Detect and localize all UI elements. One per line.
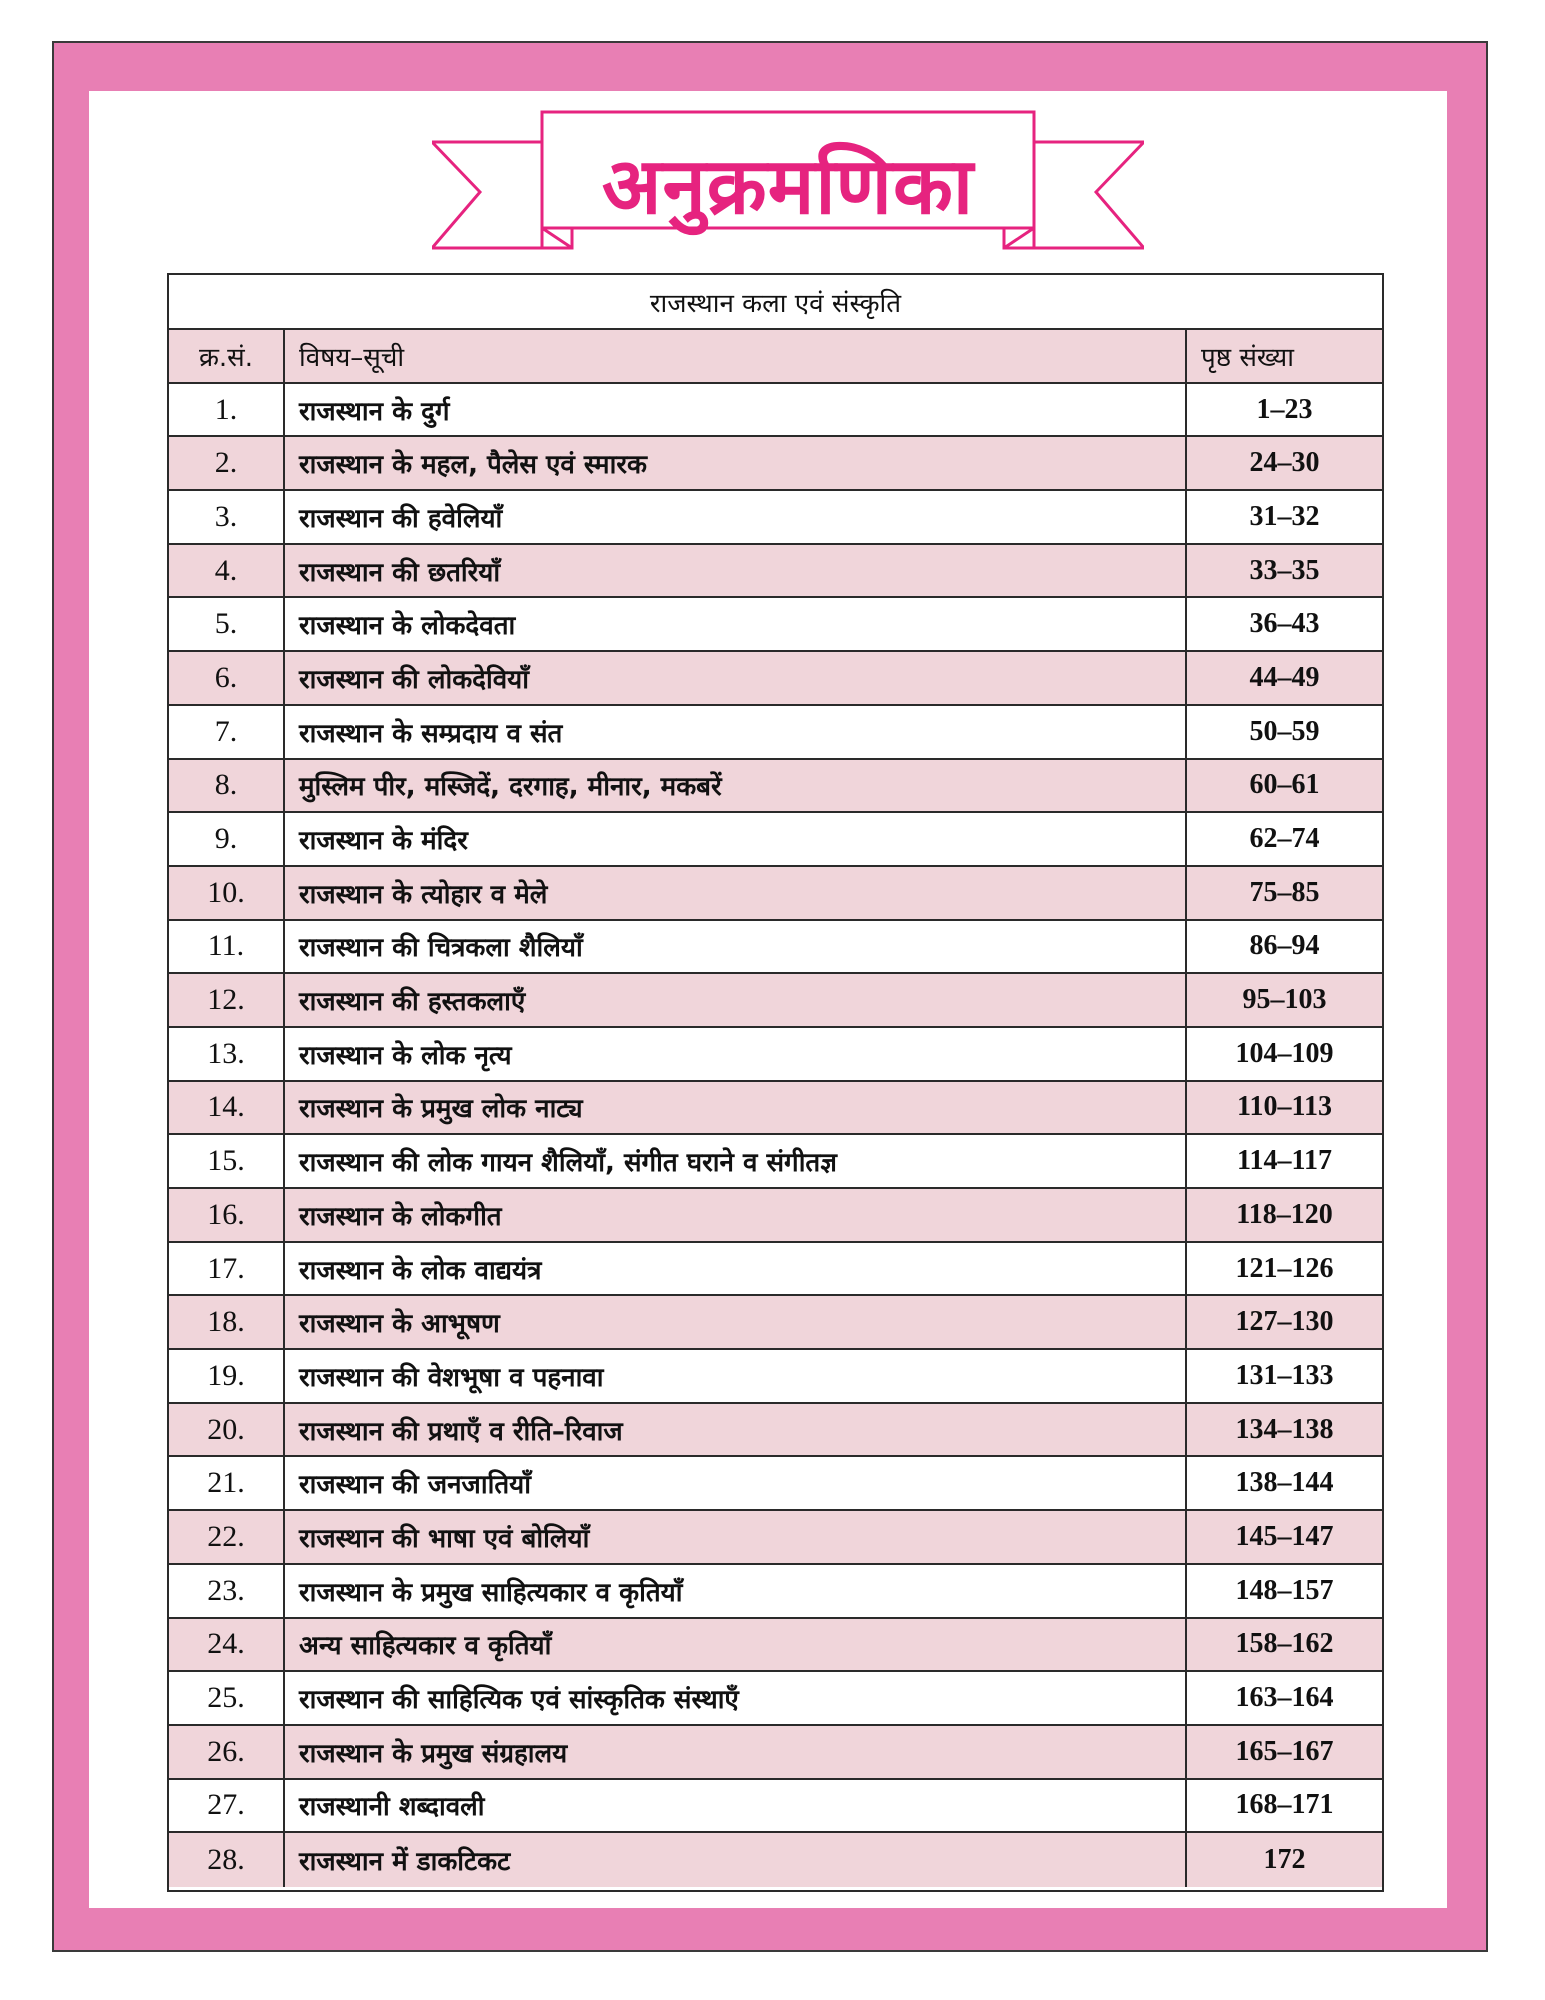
row-number: 27.	[169, 1780, 285, 1832]
row-page-range: 86–94	[1249, 930, 1320, 962]
table-row	[169, 1457, 1382, 1511]
row-page-range: 145–147	[1235, 1520, 1334, 1552]
column-header-page: पृष्ठ संख्या	[1201, 342, 1294, 373]
table-row	[169, 1243, 1382, 1297]
row-topic: राजस्थान के लोक नृत्य	[285, 1028, 1187, 1080]
table-row	[169, 1082, 1382, 1136]
row-page-range: 138–144	[1235, 1467, 1334, 1499]
table-row	[169, 1028, 1382, 1082]
table-row	[169, 1135, 1382, 1189]
row-page-range: 134–138	[1235, 1413, 1334, 1445]
row-number: 1.	[169, 384, 285, 436]
row-page-range: 31–32	[1249, 500, 1320, 532]
row-number: 4.	[169, 545, 285, 597]
table-row	[169, 1296, 1382, 1350]
row-topic: राजस्थान के दुर्ग	[285, 384, 1187, 436]
row-topic: राजस्थान के प्रमुख साहित्यकार व कृतियाँ	[285, 1565, 1187, 1617]
row-number: 14.	[169, 1082, 285, 1134]
row-topic: राजस्थान के मंदिर	[285, 813, 1187, 865]
row-page-range: 50–59	[1249, 715, 1320, 747]
row-number: 24.	[169, 1619, 285, 1671]
row-page-range: 158–162	[1235, 1628, 1334, 1660]
page-title: अनुक्रमणिका	[601, 142, 975, 232]
title-banner	[432, 110, 1144, 260]
toc-table	[167, 273, 1384, 1892]
row-page-range: 163–164	[1235, 1682, 1334, 1714]
row-number: 11.	[169, 921, 285, 973]
row-topic: राजस्थान की वेशभूषा व पहनावा	[285, 1350, 1187, 1402]
row-page-range: 110–113	[1237, 1091, 1332, 1123]
row-topic: राजस्थान की लोकदेवियाँ	[285, 652, 1187, 704]
row-topic: राजस्थानी शब्दावली	[285, 1780, 1187, 1832]
row-number: 2.	[169, 437, 285, 489]
table-row	[169, 1404, 1382, 1458]
table-row	[169, 1833, 1382, 1887]
table-row	[169, 1619, 1382, 1673]
row-number: 17.	[169, 1243, 285, 1295]
table-row	[169, 1189, 1382, 1243]
row-page-range: 114–117	[1237, 1145, 1332, 1177]
row-topic: राजस्थान की भाषा एवं बोलियाँ	[285, 1511, 1187, 1563]
row-number: 26.	[169, 1726, 285, 1778]
row-number: 3.	[169, 491, 285, 543]
row-topic: राजस्थान की हस्तकलाएँ	[285, 974, 1187, 1026]
row-number: 28.	[169, 1833, 285, 1887]
row-page-range: 95–103	[1242, 984, 1327, 1016]
row-number: 23.	[169, 1565, 285, 1617]
table-row	[169, 1780, 1382, 1834]
row-topic: राजस्थान के महल, पैलेस एवं स्मारक	[285, 437, 1187, 489]
row-page-range: 60–61	[1249, 769, 1320, 801]
table-row	[169, 1511, 1382, 1565]
row-topic: राजस्थान के त्योहार व मेले	[285, 867, 1187, 919]
row-number: 20.	[169, 1404, 285, 1456]
row-topic: मुस्लिम पीर, मस्जिदें, दरगाह, मीनार, मकबरें	[285, 760, 1187, 812]
row-page-range: 121–126	[1235, 1252, 1334, 1284]
table-row	[169, 1565, 1382, 1619]
row-page-range: 131–133	[1235, 1359, 1334, 1391]
row-page-range: 33–35	[1249, 554, 1320, 586]
table-row	[169, 384, 1382, 438]
table-row	[169, 813, 1382, 867]
row-page-range: 1–23	[1256, 393, 1313, 425]
row-number: 9.	[169, 813, 285, 865]
row-topic: राजस्थान की लोक गायन शैलियाँ, संगीत घराने व संगीतज्ञ	[285, 1135, 1187, 1187]
table-row	[169, 1726, 1382, 1780]
row-page-range: 165–167	[1235, 1735, 1334, 1767]
row-number: 6.	[169, 652, 285, 704]
column-header-topic: विषय–सूची	[285, 330, 1187, 382]
row-page-range: 62–74	[1249, 823, 1320, 855]
row-topic: राजस्थान की हवेलियाँ	[285, 491, 1187, 543]
row-number: 10.	[169, 867, 285, 919]
row-page-range: 172	[1263, 1844, 1306, 1876]
row-number: 21.	[169, 1457, 285, 1509]
column-header-num: क्र.सं.	[169, 330, 285, 382]
row-number: 15.	[169, 1135, 285, 1187]
row-page-range: 148–157	[1235, 1574, 1334, 1606]
row-topic: राजस्थान के प्रमुख संग्रहालय	[285, 1726, 1187, 1778]
row-number: 12.	[169, 974, 285, 1026]
row-topic: राजस्थान के लोक वाद्ययंत्र	[285, 1243, 1187, 1295]
row-page-range: 104–109	[1235, 1037, 1334, 1069]
table-row	[169, 1350, 1382, 1404]
table-row	[169, 652, 1382, 706]
row-topic: राजस्थान की जनजातियाँ	[285, 1457, 1187, 1509]
row-topic: राजस्थान की साहित्यिक एवं सांस्कृतिक संस्थाएँ	[285, 1672, 1187, 1724]
row-topic: राजस्थान के सम्प्रदाय व संत	[285, 706, 1187, 758]
row-topic: राजस्थान की प्रथाएँ व रीति–रिवाज	[285, 1404, 1187, 1456]
row-page-range: 36–43	[1249, 608, 1320, 640]
row-number: 13.	[169, 1028, 285, 1080]
table-body	[169, 384, 1382, 1887]
row-number: 18.	[169, 1296, 285, 1348]
table-row	[169, 491, 1382, 545]
column-header-row	[169, 330, 1382, 384]
row-topic: राजस्थान के प्रमुख लोक नाट्य	[285, 1082, 1187, 1134]
row-page-range: 24–30	[1249, 447, 1320, 479]
row-page-range: 118–120	[1236, 1198, 1333, 1230]
row-number: 5.	[169, 598, 285, 650]
table-row	[169, 598, 1382, 652]
row-topic: राजस्थान के लोकदेवता	[285, 598, 1187, 650]
row-topic: राजस्थान की छतरियाँ	[285, 545, 1187, 597]
row-topic: राजस्थान की चित्रकला शैलियाँ	[285, 921, 1187, 973]
row-topic: राजस्थान के आभूषण	[285, 1296, 1187, 1348]
table-row	[169, 437, 1382, 491]
row-page-range: 44–49	[1249, 661, 1320, 693]
row-number: 16.	[169, 1189, 285, 1241]
row-topic: राजस्थान में डाकटिकट	[285, 1833, 1187, 1887]
row-number: 19.	[169, 1350, 285, 1402]
table-row	[169, 706, 1382, 760]
row-number: 22.	[169, 1511, 285, 1563]
table-row	[169, 760, 1382, 814]
table-row	[169, 545, 1382, 599]
row-page-range: 75–85	[1249, 876, 1320, 908]
row-topic: राजस्थान के लोकगीत	[285, 1189, 1187, 1241]
table-row	[169, 1672, 1382, 1726]
table-row	[169, 867, 1382, 921]
table-title: राजस्थान कला एवं संस्कृति	[169, 275, 1382, 330]
table-row	[169, 974, 1382, 1028]
row-page-range: 168–171	[1235, 1789, 1334, 1821]
row-number: 25.	[169, 1672, 285, 1724]
table-row	[169, 921, 1382, 975]
row-topic: अन्य साहित्यकार व कृतियाँ	[285, 1619, 1187, 1671]
row-number: 8.	[169, 760, 285, 812]
row-page-range: 127–130	[1235, 1306, 1334, 1338]
row-number: 7.	[169, 706, 285, 758]
